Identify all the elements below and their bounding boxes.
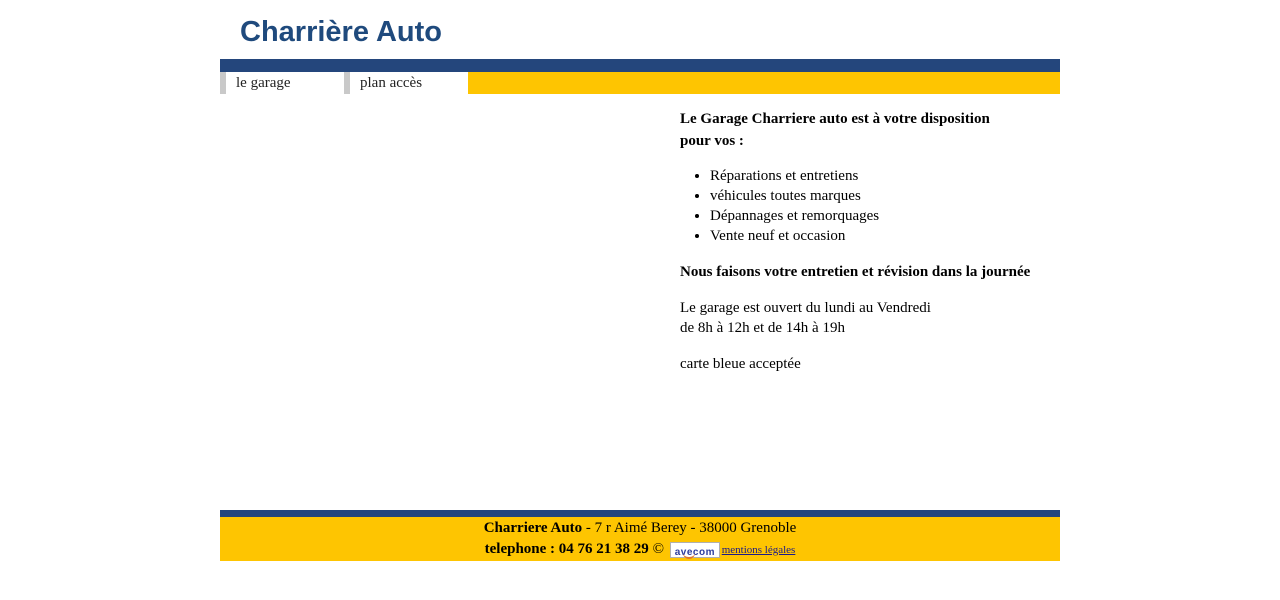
nav-item-plan-acces[interactable]: [344, 72, 468, 94]
footer: [220, 517, 1060, 561]
legal-notice-link[interactable]: mentions légales: [721, 544, 796, 556]
intro-line-2: pour vos :: [680, 133, 744, 149]
nav-item-le-garage[interactable]: [220, 72, 344, 94]
avecom-logo-text: avecom: [674, 546, 715, 558]
services-list: [680, 166, 1060, 246]
nav-item-label: plan accès: [360, 75, 423, 91]
page: [220, 0, 1060, 600]
list-item: • Réparations et entretiens: [710, 166, 1060, 186]
opening-hours: [680, 298, 1060, 338]
site-logo[interactable]: Charrière Auto: [240, 16, 442, 48]
footer-bar: [220, 510, 1060, 517]
footer-contact-line: [220, 538, 1060, 561]
footer-phone: telephone : 04 76 21 38 29: [484, 541, 649, 557]
footer-copyright: ©: [648, 541, 668, 557]
list-item: • véhicules toutes marques: [710, 186, 1060, 206]
footer-address-line: [220, 517, 1060, 538]
nav-bar: [220, 72, 1060, 94]
intro-text: [680, 108, 1060, 152]
footer-address: - 7 r Aimé Berey - 38000 Grenoble: [582, 520, 797, 536]
payment-text: carte bleue acceptée: [680, 356, 801, 372]
list-item: • Dépannages et remorquages: [710, 206, 1060, 226]
avecom-logo[interactable]: [670, 542, 720, 558]
hours-line-2: de 8h à 12h et de 14h à 19h: [680, 320, 845, 336]
header-bar: [220, 59, 1060, 72]
swoosh-icon: [683, 549, 695, 559]
nav-item-label: le garage: [236, 75, 291, 91]
footer-company: Charriere Auto: [483, 520, 583, 536]
hours-line-1: Le garage est ouvert du lundi au Vendredi: [680, 300, 931, 316]
main-content: [680, 108, 1060, 374]
intro-line-1: Le Garage Charriere auto est à votre disposition: [680, 111, 990, 127]
revision-text: Nous faisons votre entretien et révision dans la journée: [680, 264, 1031, 280]
list-item: • Vente neuf et occasion: [710, 226, 1060, 246]
